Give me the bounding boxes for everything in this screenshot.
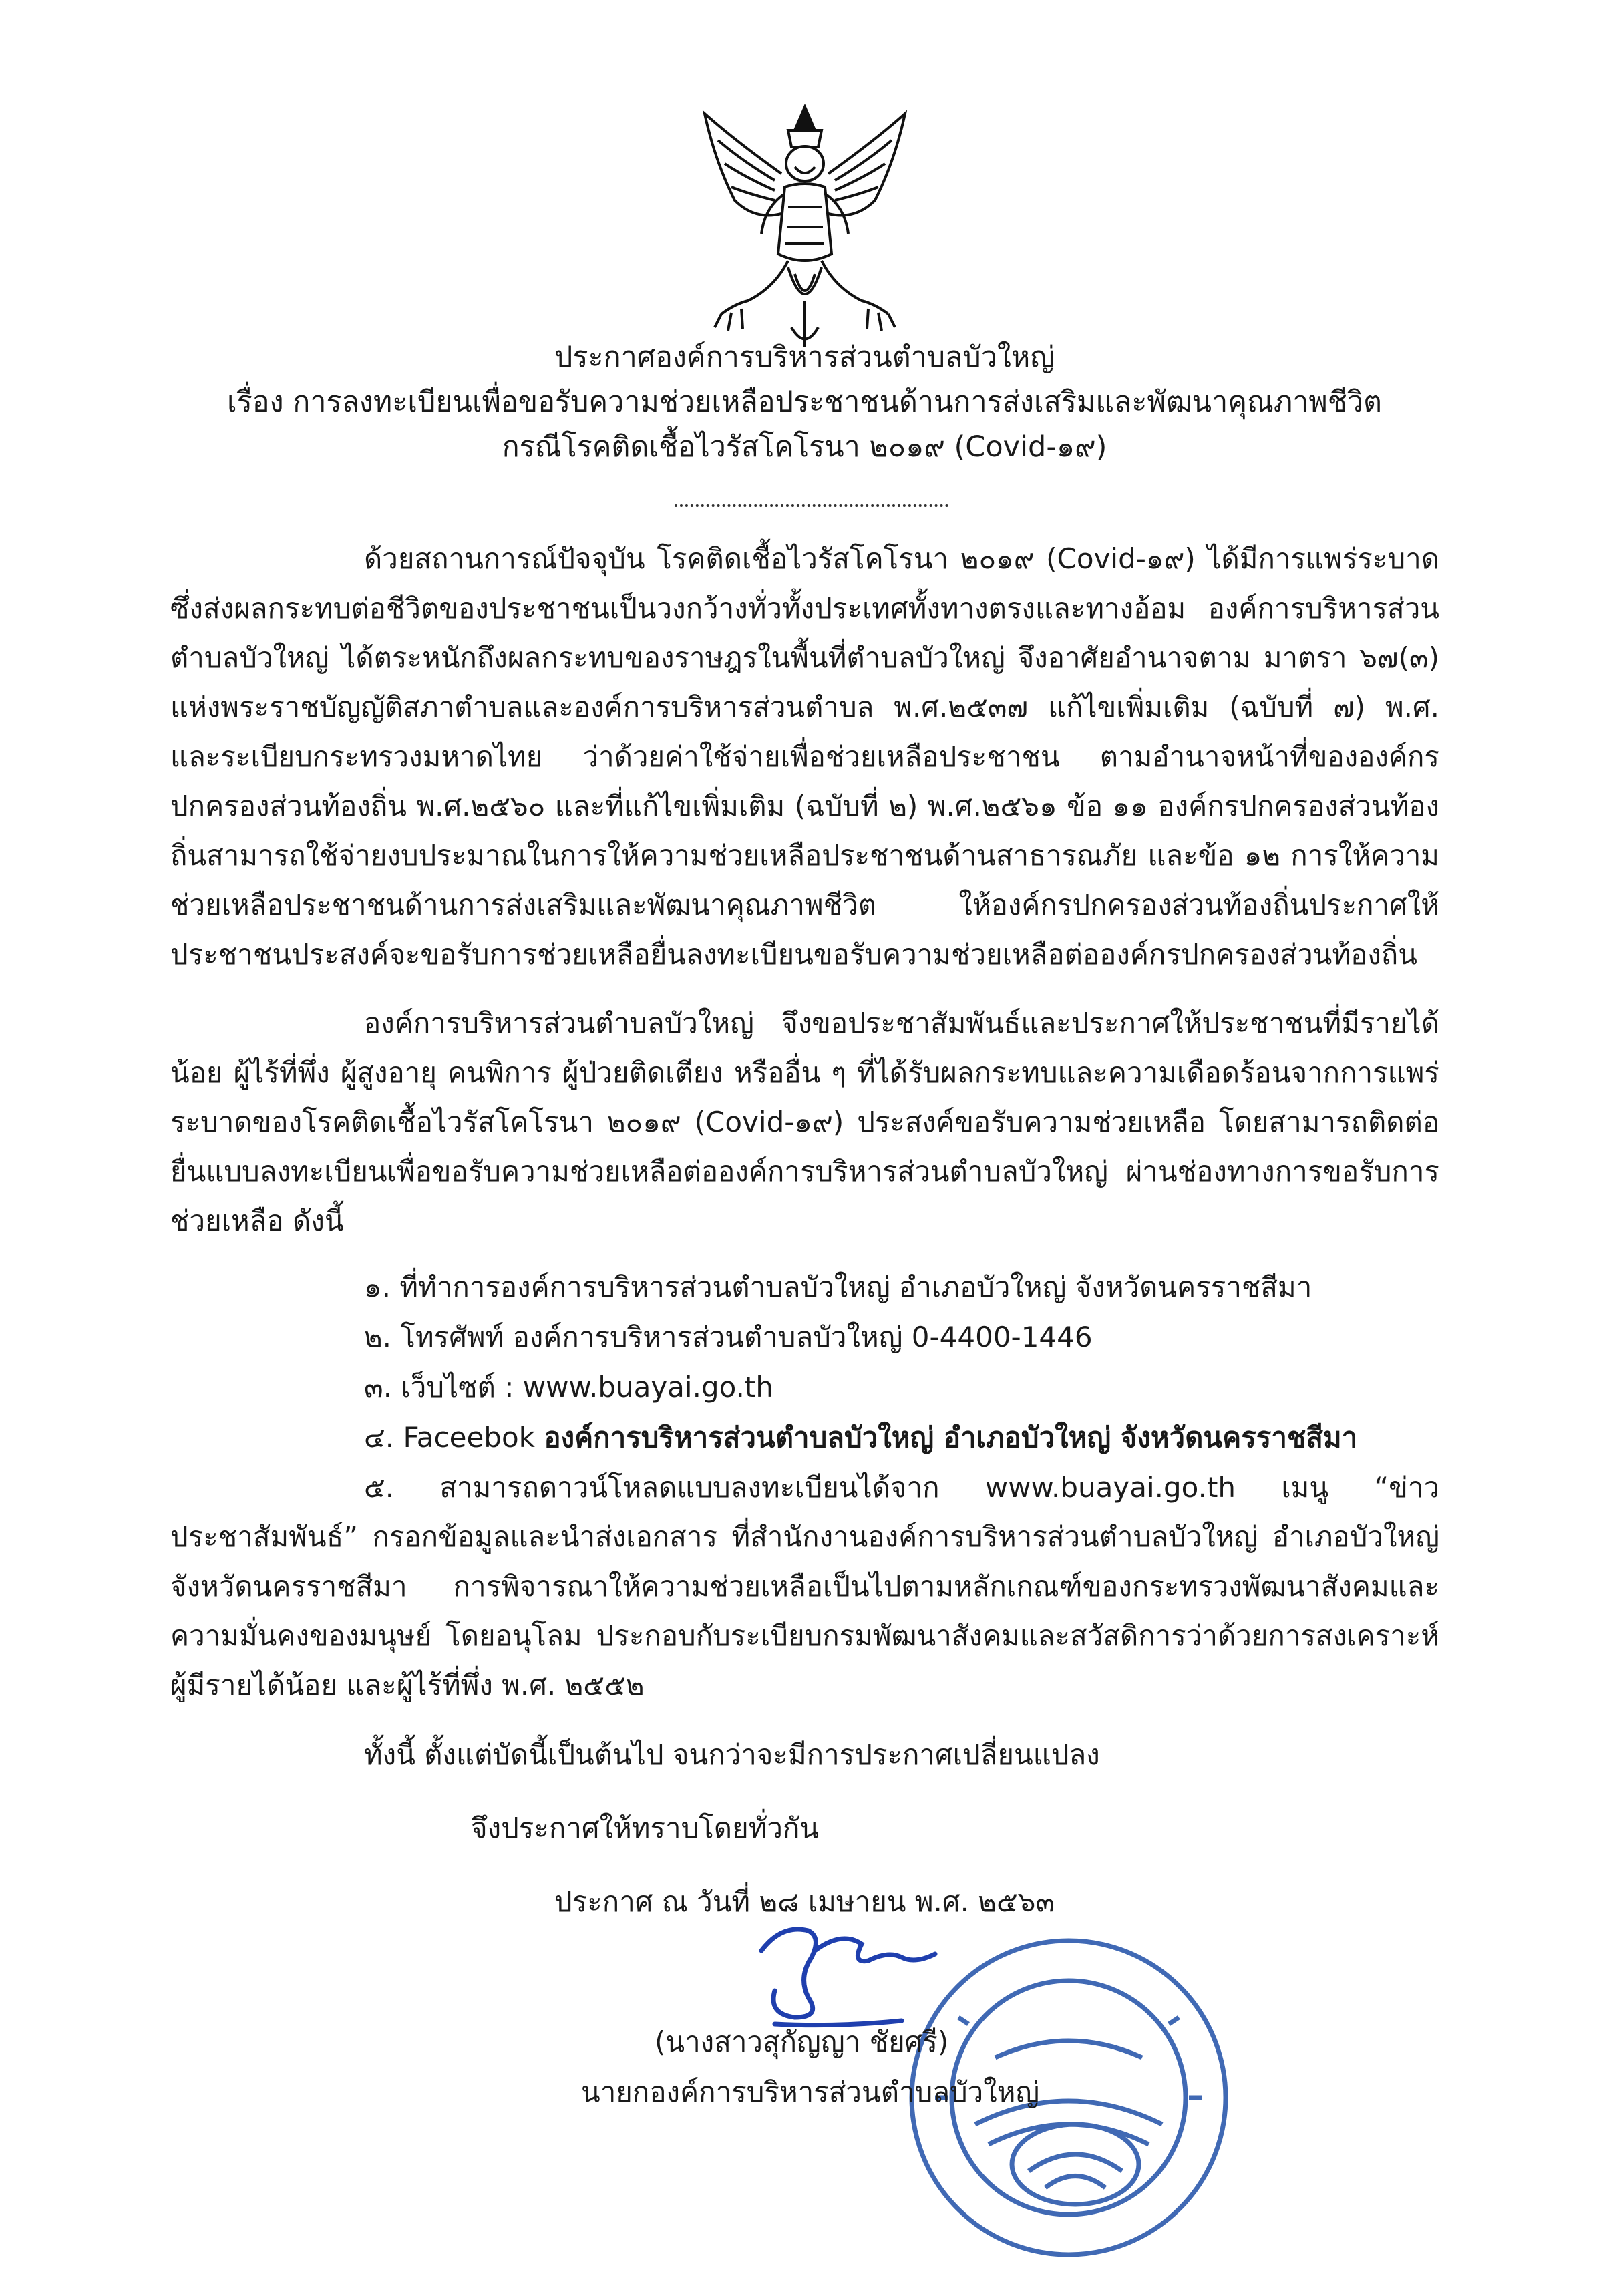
announcement-subject-case: กรณีโรคติดเชื้อไวรัสโคโรนา ๒๐๑๙ (Covid-๑๙) (502, 430, 1107, 464)
title-separator (675, 498, 948, 507)
channel-facebook-page-name: องค์การบริหารส่วนตำบลบัวใหญ่ อำเภอบัวใหญ่ จังหวัดนครราชสีมา (544, 1421, 1358, 1454)
signer-title: นายกองค์การบริหารส่วนตำบลบัวใหญ่ (581, 2076, 1040, 2108)
paragraph-situation-text: ด้วยสถานการณ์ปัจจุบัน โรคติดเชื้อไวรัสโคโรนา ๒๐๑๙ (Covid-๑๙) ได้มีการแพร่ระบาด ซึ่งส่งผลกระทบต่อชีวิตของประชาชนเป็นวงกว้างทั่วทั้งประเทศทั้งทางตรงและทางอ้อม องค์การบริหารส่วนตำบลบัวใหญ่ ได้ตระหนักถึงผลกระทบของราษฎรในพื้นที่ตำบลบัวใหญ่ จึงอาศัยอำนาจตาม มาตรา ๖๗(๓) แห่งพระราชบัญญัติสภาตำบลและองค์การบริหารส่วนตำบล พ.ศ.๒๕๓๗ แก้ไขเพิ่มเติม (ฉบับที่ ๗) พ.ศ. และระเบียบกระทรวงมหาดไทย ว่าด้วยค่าใช้จ่ายเพื่อช่วยเหลือประชาชน ตามอำนาจหน้าที่ขององค์กรปกครองส่วนท้องถิ่น พ.ศ.๒๕๖๐ และที่แก้ไขเพิ่มเติม (ฉบับที่ ๒) พ.ศ.๒๕๖๑ ข้อ ๑๑ องค์กรปกครองส่วนท้องถิ่นสามารถใช้จ่ายงบประมาณในการให้ความช่วยเหลือประชาชนด้านสาธารณภัย และข้อ ๑๒ การให้ความช่วยเหลือประชาชนด้านการส่งเสริมและพัฒนาคุณภาพชีวิต ให้องค์กรปกครองส่วนท้องถิ่นประกาศให้ประชาชนประสงค์จะขอรับการช่วยเหลือยื่นลงทะเบียนขอรับความช่วยเหลือต่อองค์กรปกครองส่วนท้องถิ่น (170, 542, 1439, 971)
channel-item-office: ๑. ที่ทำการองค์การบริหารส่วนตำบลบัวใหญ่ อำเภอบัวใหญ่ จังหวัดนครราชสีมา (364, 1271, 1312, 1303)
effective-statement: ทั้งนี้ ตั้งแต่บัดนี้เป็นต้นไป จนกว่าจะมีการประกาศเปลี่ยนแปลง (364, 1738, 1100, 1771)
announcement-title: ประกาศองค์การบริหารส่วนตำบลบัวใหญ่ (554, 341, 1055, 374)
signer-name: (นางสาวสุกัญญา ชัยศรี) (655, 2025, 949, 2058)
announcement-date: ประกาศ ณ วันที่ ๒๘ เมษายน พ.ศ. ๒๕๖๓ (554, 1885, 1055, 1918)
announcement-subject: เรื่อง การลงทะเบียนเพื่อขอรับความช่วยเหลือประชาชนด้านการส่งเสริมและพัฒนาคุณภาพชีวิต (227, 385, 1382, 419)
channel-download-text: ๕. สามารถดาวน์โหลดแบบลงทะเบียนได้จาก www.buayai.go.th เมนู “ข่าวประชาสัมพันธ์” กรอกข้อมูลและนำส่งเอกสาร ที่สำนักงานองค์การบริหารส่วนตำบลบัวใหญ่ อำเภอบัวใหญ่ จังหวัดนครราชสีมา การพิจารณาให้ความช่วยเหลือเป็นไปตามหลักเกณฑ์ของกระทรวงพัฒนาสังคมและความมั่นคงของมนุษย์ โดยอนุโลม ประกอบกับระเบียบกรมพัฒนาสังคมและสวัสดิการว่าด้วยการสงเคราะห์ผู้มีรายได้น้อย และผู้ไร้ที่พึ่ง พ.ศ. ๒๕๕๒ (170, 1471, 1439, 1701)
announce-statement: จึงประกาศให้ทราบโดยทั่วกัน (471, 1812, 820, 1844)
channel-facebook-prefix: ๔. Faceebok (364, 1421, 544, 1454)
paragraph-announcement-text: องค์การบริหารส่วนตำบลบัวใหญ่ จึงขอประชาสัมพันธ์และประกาศให้ประชาชนที่มีรายได้น้อย ผู้ไร้ที่พึ่ง ผู้สูงอายุ คนพิการ ผู้ป่วยติดเตียง หรืออื่น ๆ ที่ได้รับผลกระทบและความเดือดร้อนจากการแพร่ระบาดของโรคติดเชื้อไวรัสโคโรนา ๒๐๑๙ (Covid-๑๙) ประสงค์ขอรับความช่วยเหลือ โดยสามารถติดต่อยื่นแบบลงทะเบียนเพื่อขอรับความช่วยเหลือต่อองค์การบริหารส่วนตำบลบัวใหญ่ ผ่านช่องทางการขอรับการช่วยเหลือ ดังนี้ (170, 1007, 1439, 1237)
channel-item-phone: ๒. โทรศัพท์ องค์การบริหารส่วนตำบลบัวใหญ่ 0-4400-1446 (364, 1321, 1093, 1353)
signature-icon (735, 1911, 955, 2031)
channel-item-website: ๓. เว็บไซต์ : www.buayai.go.th (364, 1371, 773, 1404)
channel-item-download (170, 1463, 1439, 1710)
paragraph-announcement (170, 999, 1439, 1246)
channel-item-facebook (364, 1413, 1357, 1462)
garuda-emblem-icon (695, 100, 915, 354)
paragraph-situation (170, 534, 1439, 979)
